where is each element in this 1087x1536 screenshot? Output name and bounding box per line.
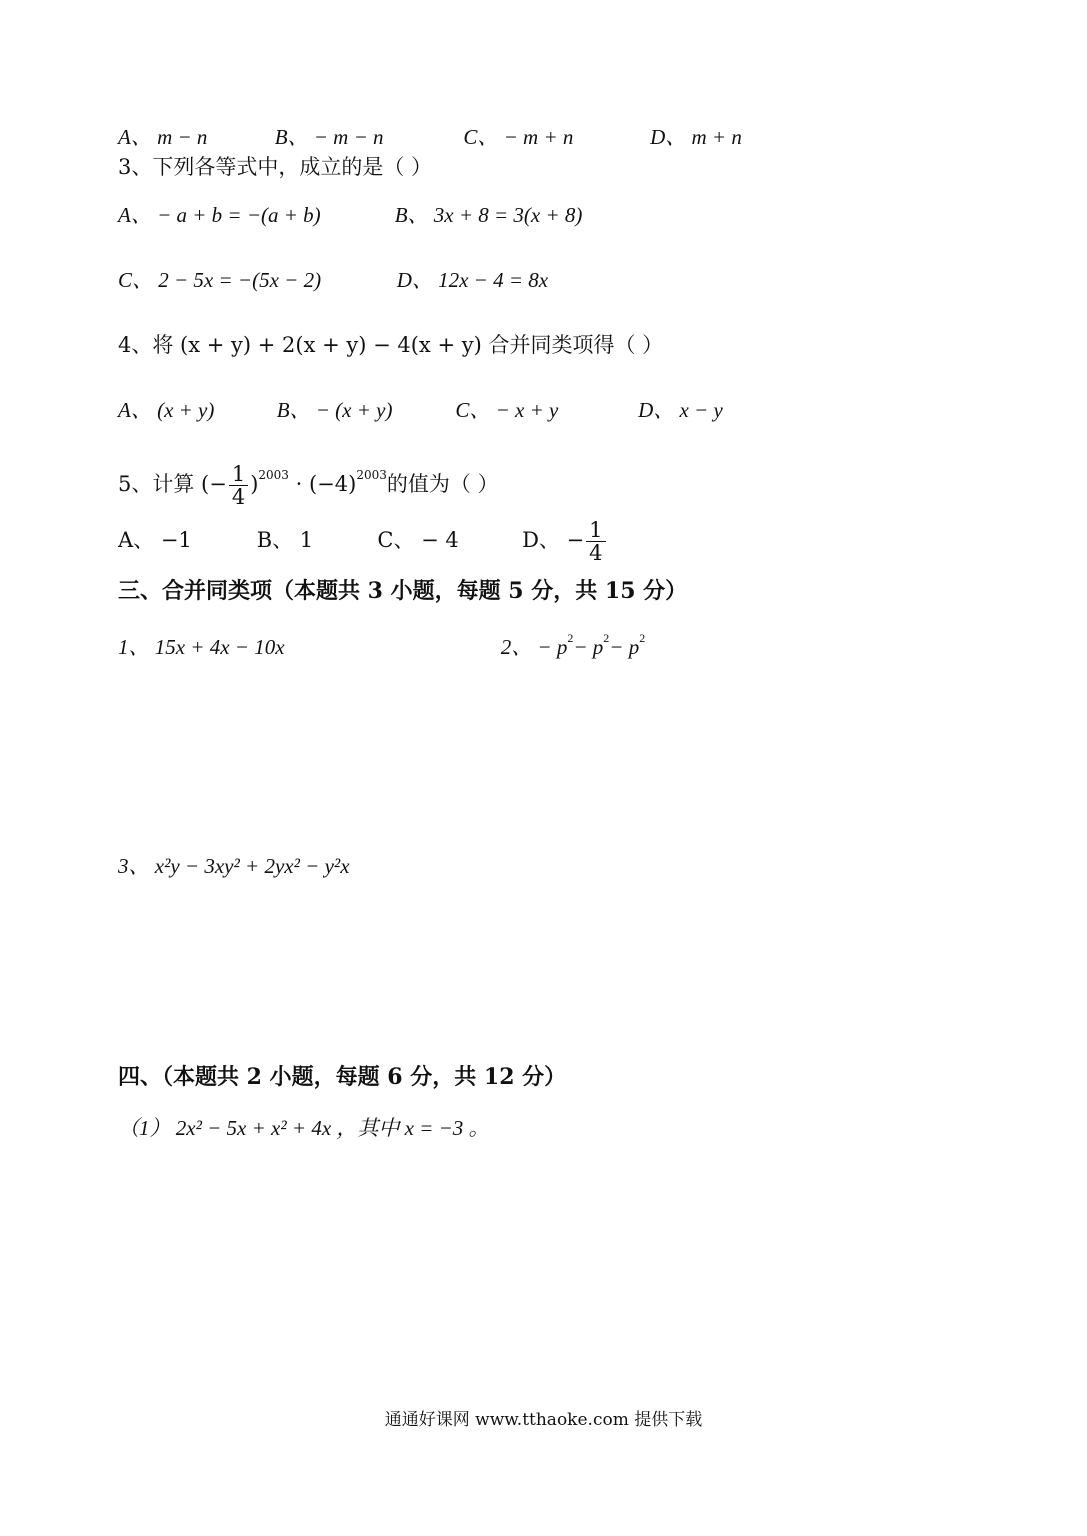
item-2-sq-1: 2: [567, 631, 574, 645]
q5-fraction: [229, 463, 248, 508]
q4-options-row: [118, 394, 723, 426]
q5-option-d-denominator: 4: [589, 541, 603, 565]
q3-options-row-1: [118, 199, 582, 231]
q5-fraction-numerator: 1: [229, 463, 248, 486]
q5-fraction-denominator: 4: [231, 485, 246, 509]
q4-stem: 4、将 (x + y) + 2(x + y) − 4(x + y) 合并同类项得（ ）: [118, 333, 664, 357]
q3-option-c: C、 2 − 5x = −(5x − 2): [118, 268, 322, 292]
section-3-heading: 三、合并同类项（本题共 3 小题，每题 5 分，共 15 分）: [118, 578, 688, 604]
q4-option-c: C、 − x + y: [455, 398, 559, 422]
q5-option-a: A、 −1: [118, 528, 192, 552]
q5-option-b: B、 1: [256, 528, 314, 552]
item-2-sq-2: 2: [603, 631, 610, 645]
q4-option-d: D、 x − y: [638, 398, 723, 422]
q5-option-d-numerator: 1: [586, 519, 605, 542]
section-4-item-1: （1） 2x² − 5x + x² + 4x ，其中 x = −3 。: [118, 1116, 490, 1140]
q4-option-b: B、 − (x + y): [276, 398, 393, 422]
section-3-item-2: [501, 622, 646, 663]
q2-options-row: [118, 121, 742, 153]
q5-prefix: 5、计算 (−: [118, 472, 227, 496]
q5-options-row: [118, 517, 608, 564]
q5-stem: [118, 452, 499, 508]
section-3-item-1: 1、 15x + 4x − 10x: [118, 635, 285, 659]
q3-option-b: B、 3x + 8 = 3(x + 8): [394, 203, 583, 227]
q3-stem: 3、下列各等式中，成立的是（ ）: [118, 155, 433, 179]
q5-option-d-prefix: D、 −: [522, 528, 585, 552]
q5-exponent-1: 2003: [258, 468, 289, 482]
q5-option-c: C、 − 4: [377, 528, 459, 552]
page-footer: 通通好课网 www.tthaoke.com 提供下载: [384, 1410, 703, 1430]
q2-option-c: C、 − m + n: [463, 125, 574, 149]
q4-option-a: A、 (x + y): [118, 398, 215, 422]
section-3-item-3: 3、 x²y − 3xy² + 2yx² − y²x: [118, 854, 350, 878]
item-2-term-1: 2、 − p: [500, 635, 568, 659]
q2-option-d: D、 m + n: [650, 125, 742, 149]
q3-option-a: A、 − a + b = −(a + b): [118, 203, 321, 227]
q5-close-paren: ): [250, 472, 259, 496]
item-2-term-2: − p: [573, 635, 604, 659]
section-3-row-1: [118, 622, 645, 663]
section-4-heading: 四、（本题共 2 小题，每题 6 分，共 12 分）: [118, 1064, 567, 1090]
q3-option-d: D、 12x − 4 = 8x: [396, 268, 549, 292]
q2-option-a: A、 m − n: [118, 125, 208, 149]
q5-option-d-fraction: [586, 519, 605, 564]
q3-options-row-2: [118, 264, 548, 296]
q5-dot-part: · (−4): [295, 472, 357, 496]
item-2-term-3: − p: [609, 635, 640, 659]
q2-option-b: B、 − m − n: [274, 125, 384, 149]
q5-suffix: 的值为（ ）: [386, 472, 499, 496]
item-2-sq-3: 2: [639, 631, 646, 645]
q5-exponent-2: 2003: [356, 468, 387, 482]
